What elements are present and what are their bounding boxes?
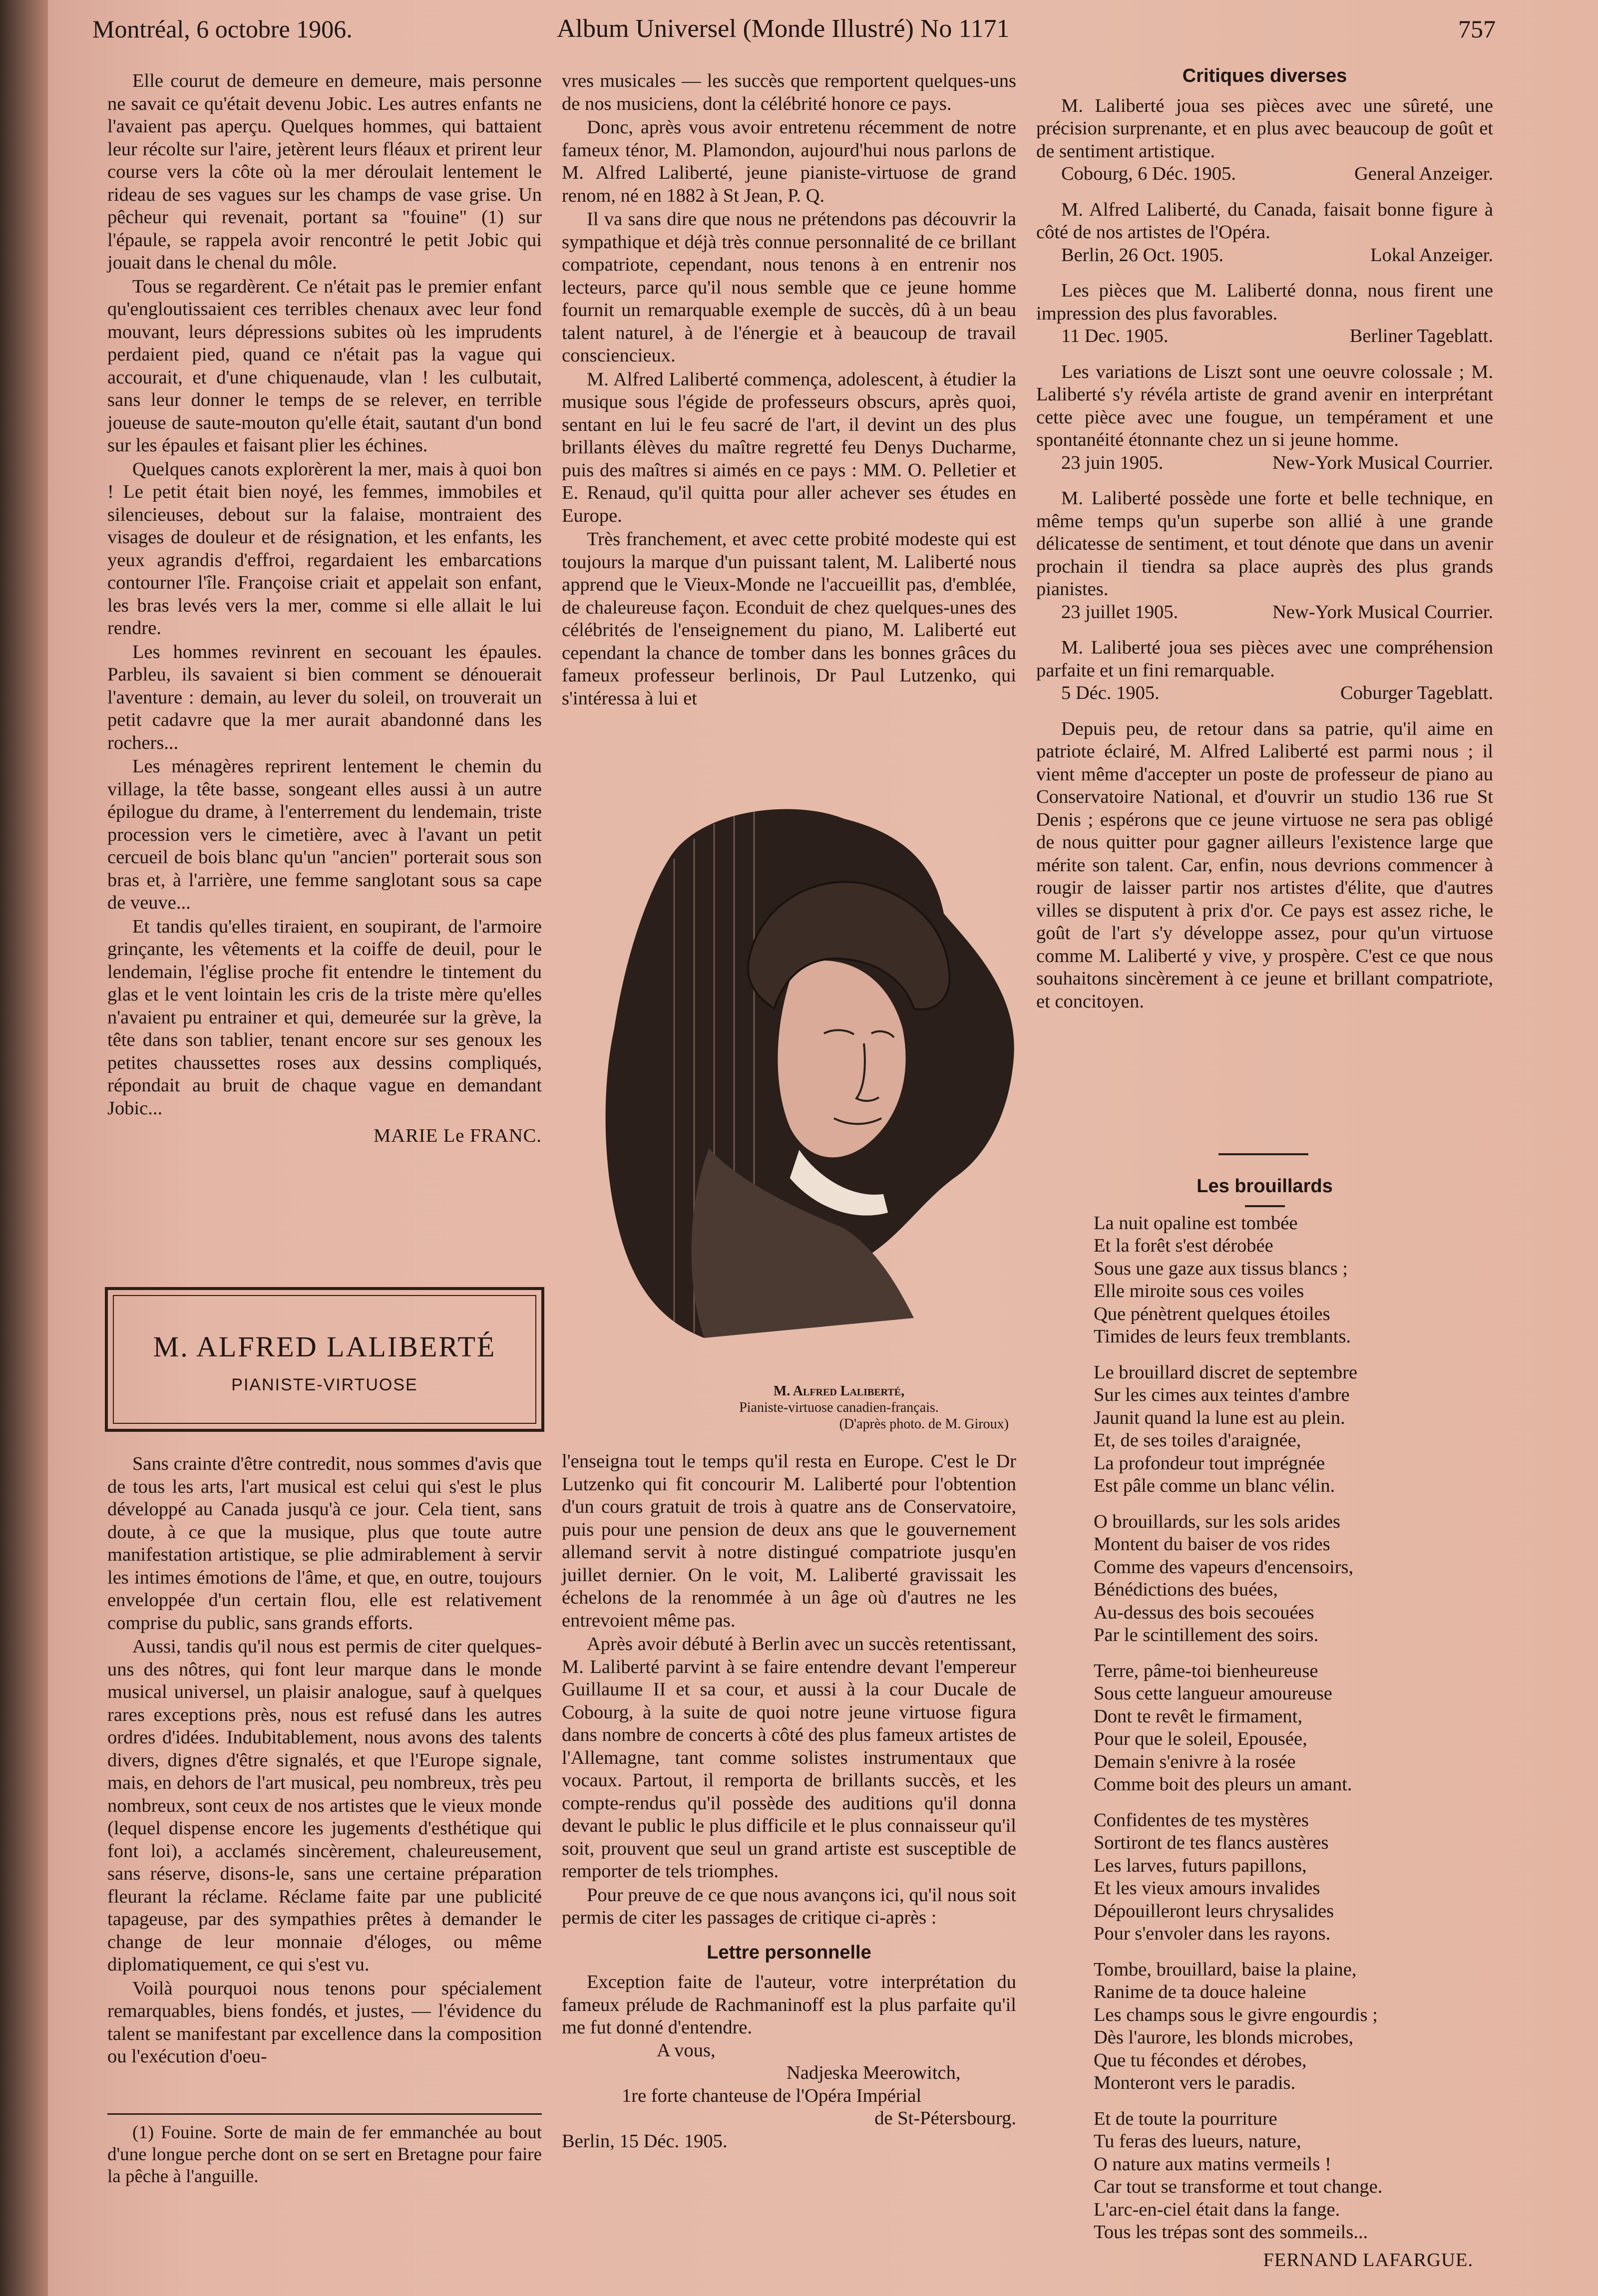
poem-line: Terre, pâme-toi bienheureuse <box>1094 1660 1318 1681</box>
critique-text: Les variations de Liszt sont une oeuvre colossale ; M. Laliberté s'y révéla artiste de grand avenir en interprétant cette pièce avec une fougue, un tempérament et une spontanéité étonnante chez un si jeune homme. <box>1036 361 1493 450</box>
poem-line: Pour s'envoler dans les rayons. <box>1094 1923 1331 1944</box>
poem-line: Et de toute la pourriture <box>1094 2108 1277 2129</box>
poem-line: Comme des vapeurs d'encensoirs, <box>1094 1556 1354 1578</box>
poem-line: L'arc-en-ciel était dans la fange. <box>1094 2199 1340 2220</box>
poem-line: Timides de leurs feux tremblants. <box>1094 1326 1351 1347</box>
critique-source: Lokal Anzeiger. <box>1370 244 1493 266</box>
column-article-continued <box>562 1450 1016 2153</box>
poem-line: Elle miroite sous ces voiles <box>1094 1281 1304 1302</box>
caption-description: Pianiste-virtuose canadien-français. <box>739 1400 939 1415</box>
poem-stanza <box>1094 1959 1493 2095</box>
article-paragraph: Il va sans dire que nous ne prétendons pas découvrir la sympathique et déjà très connue personnalité de ce brillant compatriote, cependant, nous tenons à en entrenir nos lecteurs, parce qu'il nous semble que ce jeune homme fournit un remarquable exemple de succès, dû à un beau talent naturel, à de l'énergie et à beaucoup de travail consciencieux. <box>562 209 1016 366</box>
header-title: Album Universel (Monde Illustré) No 1171 <box>557 14 1010 43</box>
poem-line: Les larves, futurs papillons, <box>1094 1855 1307 1876</box>
book-spine-shadow <box>0 0 48 2296</box>
critique-date: 11 Dec. 1905. <box>1061 326 1169 346</box>
portrait-engraving <box>584 799 1024 1378</box>
poem-line: Comme boit des pleurs un amant. <box>1094 1774 1352 1795</box>
portrait-caption <box>649 1383 1029 1432</box>
critique-date: 5 Déc. 1905. <box>1061 682 1160 703</box>
article-paragraph: Après avoir débuté à Berlin avec un succès retentissant, M. Laliberté parvint à se faire entendre devant l'empereur Guillaume II et sa cour, et aussi à la cour Ducale de Cobourg, à la suite de quoi notre jeune virtuose figura dans nombre de concerts à côté des plus fameux artistes de l'Allemagne, tant comme solistes instrumentaux que vocaux. Partout, il remporta de brillants succès, et les compte-rendus qu'il possède des auditions qu'il donna devant le public le plus difficile et le plus connaisseur qu'il soit, prouvent que seul un grand artiste est susceptible de remporter de tels triomphes. <box>562 1634 1016 1882</box>
poem-line: Tu feras des lueurs, nature, <box>1094 2131 1301 2152</box>
poem-line: Sur les cimes aux teintes d'ambre <box>1094 1384 1350 1405</box>
article-paragraph: Donc, après vous avoir entretenu récemment de notre fameux ténor, M. Plamondon, aujourd'hui nous parlons de M. Alfred Laliberté, jeune pianiste-virtuose de grand renom, né en 1882 à St Jean, P. Q. <box>562 117 1016 206</box>
story-paragraph: Elle courut de demeure en demeure, mais personne ne savait ce qu'était devenu Jobic. Les autres enfants ne l'avaient pas aperçu. Quelques hommes, qui battaient leur récolte sur l'aire, jetèrent leurs fléaux et prirent leur course vers la côte où la mer déroulait lentement le rideau de ses vagues sur les champs de vase grise. Un pêcheur qui revenait, portant sa "fouine" (1) sur l'épaule, se rappela avoir rencontré le petit Jobic qui jouait dans le chenal du môle. <box>107 70 542 273</box>
poem-line: Les champs sous le givre engourdis ; <box>1094 2004 1378 2025</box>
poem-line: Que pénètrent quelques étoiles <box>1094 1303 1330 1324</box>
letter-body: Exception faite de l'auteur, votre interprétation du fameux prélude de Rachmaninoff est la plus parfaite qu'il me fut donné d'entendre. <box>562 1971 1016 2038</box>
story-paragraph: Et tandis qu'elles tiraient, en soupirant, de l'armoire grinçante, les vêtements et la coiffe de deuil, pour le lendemain, l'église proche fit entendre le tintement du glas et le vent lointain les cris de la triste mère qu'elles n'avaient pu entrainer et qui, demeurée sur la grève, la tête dans son tablier, tenant encore sur ses genoux les petites chaussettes roses aux dessins compliqués, répondait au bruit de chaque vague en demandant Jobic... <box>107 916 542 1119</box>
poem-stanza <box>1094 2108 1493 2244</box>
article-paragraph: vres musicales — les succès que remportent quelques-uns de nos musiciens, dont la célébrité honore ce pays. <box>562 70 1016 114</box>
article-paragraph: Sans crainte d'être contredit, nous sommes d'avis que de tous les arts, l'art musical est celui qui s'est le plus développé au Canada jusqu'à ce jour. Cela tient, sans doute, à ce que la musique, plus que toute autre manifestation artistique, se plie admirablement à servir les intimes émotions de l'âme, et que, en outre, toujours enveloppée d'un certain flou, elle est relativement comprise du public, sans grands efforts. <box>107 1453 542 1634</box>
article-paragraph: Aussi, tandis qu'il nous est permis de citer quelques-uns des nôtres, qui font leur marque dans le monde musical universel, un plaisir analogue, sauf à quelques rares exceptions près, nous est refusé dans les autres ordres d'idées. Indubitablement, nous avons des talents divers, dignes d'être signalés, et que l'Europe signale, mais, en dehors de l'art musical, peu nombreux, très peu nombreux, sont ceux de nos artistes que le vieux monde (lequel dispense encore les jugements d'esthétique qui font loi), a acclamés sincèrement, chaleureusement, sans réserve, disons-le, sans une certaine préparation fleurant la réclame. Réclame faite par une publicité tapageuse, par des sympathies prêtes à demander le change de leur monnaie d'éloges, ou même diplomatiquement, ce qui s'est vu. <box>107 1636 542 1975</box>
critique-source-line <box>1036 163 1493 186</box>
critique-text: M. Alfred Laliberté, du Canada, faisait bonne figure à côté de nos artistes de l'Opéra. <box>1036 199 1493 243</box>
article-paragraph: Pour preuve de ce que nous avançons ici, qu'il nous soit permis de citer les passages de critique ci-après : <box>562 1884 1016 1928</box>
poem-stanza <box>1094 1660 1493 1796</box>
poem-line: Et les vieux amours invalides <box>1094 1878 1320 1899</box>
poem-body <box>1036 1212 1493 2244</box>
poem-line: O brouillards, sur les sols arides <box>1094 1511 1341 1532</box>
poem-line: Et, de ses toiles d'araignée, <box>1094 1430 1301 1451</box>
article-subtitle: PIANISTE-VIRTUOSE <box>231 1375 418 1394</box>
poem-line: Monteront vers le paradis. <box>1094 2072 1296 2093</box>
poem-stanza <box>1094 1511 1493 1647</box>
critique-text: M. Laliberté possède une forte et belle technique, en même temps qu'un superbe son allié à une grande délicatesse de sentiment, et tout dénote que dans un avenir prochain il tiendra sa place auprès des plus grands pianistes. <box>1036 488 1493 600</box>
poem-line: Dépouilleront leurs chrysalides <box>1094 1900 1334 1922</box>
poem-line: Tous les trépas sont des sommeils... <box>1094 2222 1368 2243</box>
critique-date: Cobourg, 6 Déc. 1905. <box>1061 163 1236 184</box>
article-title-box <box>105 1287 544 1432</box>
critique-source: Coburger Tageblatt. <box>1340 682 1493 703</box>
critique-text: M. Laliberté joua ses pièces avec une sûreté, une précision surprenante, et en plus avec beaucoup de goût et de sentiment artistique. <box>1036 95 1493 162</box>
poem-line: Bénédictions des buées, <box>1094 1579 1278 1600</box>
poem-line: La nuit opaline est tombée <box>1094 1212 1298 1234</box>
header-date: Montréal, 6 octobre 1906. <box>92 15 353 43</box>
column-story <box>107 70 542 1148</box>
poem-line: Dès l'aurore, les blonds microbes, <box>1094 2027 1354 2048</box>
article-paragraph: M. Alfred Laliberté commença, adolescent, à étudier la musique sous l'égide de professeurs obscurs, après quoi, sentant en lui le feu sacré de l'art, il devint un des plus brillants élèves du maître regretté feu Denys Ducharme, puis des maîtres si aimés en ce pays : MM. O. Pelletier et E. Renaud, qu'il quitta pour aller achever ses études en Europe. <box>562 368 1016 526</box>
critique-source-line <box>1036 601 1493 624</box>
critique-date: 23 juillet 1905. <box>1061 601 1179 623</box>
article-paragraph: Voilà pourquoi nous tenons pour spécialement remarquables, biens fondés, et justes, — l'évidence du talent se manifestant par excellence dans la composition ou l'exécution d'oeu- <box>107 1977 542 2067</box>
critique-source-line <box>1036 452 1493 475</box>
story-paragraph: Tous se regardèrent. Ce n'était pas le premier enfant qu'engloutissaient ces terribles chenaux avec leur fond mouvant, leurs dépressions subites où les imprudents perdaient pied, quand ce n'était pas la vague qui accourait, et d'une chiquenaude, vlan ! les culbutait, sans leur donner le temps de se relever, en terrible joueuse de saute-mouton qu'elle était, sautant d'un bond sur les épaules et faisant plier les échines. <box>107 276 542 456</box>
poem-line: Par le scintillement des soirs. <box>1094 1625 1319 1645</box>
letter-signatory: Nadjeska Meerowitch, <box>787 2062 961 2083</box>
critique-date: 23 juin 1905. <box>1061 452 1164 473</box>
critique-text: Les pièces que M. Laliberté donna, nous firent une impression des plus favorables. <box>1036 280 1493 324</box>
story-signature: MARIE Le FRANC. <box>374 1125 542 1146</box>
poem-line: Au-dessus des bois secouées <box>1094 1602 1314 1623</box>
article-paragraph: l'enseigna tout le temps qu'il resta en Europe. C'est le Dr Lutzenko qui fit concourir M. Laliberté pour l'obtention d'un cours gratuit de trois à quatre ans de Conservatoire, puis pour une pension de deux ans que le gouvernement allemand servit à notre distingué compatriote jusqu'en juillet dernier. On le voit, M. Laliberté gravissait les échelons de la renommée à un âge où d'autres ne les entrevoient même pas. <box>562 1451 1016 1631</box>
poem-line: Montent du baiser de vos rides <box>1094 1534 1330 1555</box>
poem-line: Sous cette langueur amoureuse <box>1094 1683 1332 1704</box>
letter-date: Berlin, 15 Déc. 1905. <box>562 2130 728 2152</box>
poem-line: Confidentes de tes mystères <box>1094 1809 1309 1831</box>
critique-text: M. Laliberté joua ses pièces avec une compréhension parfaite et un fini remarquable. <box>1036 637 1493 681</box>
poem-line: Tombe, brouillard, baise la plaine, <box>1094 1959 1357 1980</box>
poem-line: Sous une gaze aux tissus blancs ; <box>1094 1258 1348 1279</box>
poem-line: La profondeur tout imprégnée <box>1094 1452 1325 1474</box>
poem-line: Que tu fécondes et dérobes, <box>1094 2049 1307 2071</box>
poem-line: Et la forêt s'est dérobée <box>1094 1235 1273 1256</box>
poem-line: Dont te revêt le firmament, <box>1094 1705 1302 1727</box>
poem-stanza <box>1094 1212 1493 1348</box>
article-title: M. ALFRED LALIBERTÉ <box>153 1330 496 1363</box>
critique-source-line <box>1036 325 1493 348</box>
poem-author: FERNAND LAFARGUE. <box>1263 2249 1473 2271</box>
poem-line: Car tout se transforme et tout change. <box>1094 2176 1383 2197</box>
poem-stanza <box>1094 1361 1493 1498</box>
poem-line: Le brouillard discret de septembre <box>1094 1361 1358 1383</box>
article-paragraph: Très franchement, et avec cette probité modeste qui est toujours la marque d'un puissant talent, M. Laliberté nous apprend que le Vieux-Monde ne l'accueillit pas, d'emblée, de chaleureuse façon. Econduit de chez quelques-unes des célébrités de l'enseignement du piano, M. Laliberté eut cependant la chance de tomber dans les bonnes grâces du fameux professeur berlinois, Dr Paul Lutzenko, qui s'intéressa à lui et <box>562 529 1016 709</box>
letter-heading: Lettre personnelle <box>707 1942 871 1963</box>
poem-line: O nature aux matins vermeils ! <box>1094 2153 1331 2175</box>
story-paragraph: Les ménagères reprirent lentement le chemin du village, la tête basse, songeant elles aussi à un autre épilogue du drame, à l'enterrement du lendemain, triste procession vers le cimetière, avec à l'avant un petit cercueil de bois blanc qu'un "ancien" porterait sous son bras et, à l'arrière, une femme sanglotant sous sa cape de veuve... <box>107 756 542 913</box>
poem-stanza <box>1094 1809 1493 1946</box>
critique-source: Berliner Tageblatt. <box>1349 326 1493 346</box>
footnote-text: (1) Fouine. Sorte de main de fer emmanchée au bout d'une longue perche dont on se sert en Bretagne pour faire la pêche à l'anguille. <box>107 2122 542 2187</box>
caption-credit: (D'après photo. de M. Giroux) <box>839 1416 1009 1432</box>
footnote <box>107 2122 542 2188</box>
critiques-heading: Critiques diverses <box>1182 65 1347 86</box>
footnote-rule <box>107 2113 542 2115</box>
poem-line: Jaunit quand la lune est au plein. <box>1094 1407 1345 1428</box>
critique-source-line <box>1036 682 1493 705</box>
header-page-number: 757 <box>1458 15 1496 43</box>
poem-line: Ranime de ta douce haleine <box>1094 1981 1306 2002</box>
critique-source: New-York Musical Courrier. <box>1272 452 1493 473</box>
poem-line: Demain s'enivre à la rosée <box>1094 1751 1296 1772</box>
letter-closing: A vous, <box>657 2039 716 2061</box>
story-paragraph: Quelques canots explorèrent la mer, mais à quoi bon ! Le petit était bien noyé, les femmes, immobiles et silencieuses, debout sur la falaise, montraient des visages de douleur et de résignation, et les enfants, les yeux agrandis d'effroi, regardaient les embarcations contourner l'île. Françoise criait et appelait son enfant, les bras levés vers la mer, comme si elle allait le lui rendre. <box>107 458 542 639</box>
column-poem <box>1036 1168 1493 2272</box>
critique-source: New-York Musical Courrier. <box>1272 601 1493 623</box>
poem-title-rule <box>1245 1205 1285 1207</box>
critique-source: General Anzeiger. <box>1354 163 1493 184</box>
letter-signatory-title: 1re forte chanteuse de l'Opéra Impérial <box>622 2085 922 2106</box>
closing-paragraph: Depuis peu, de retour dans sa patrie, qu'il aime en patriote éclairé, M. Alfred Laliberté est parmi nous ; il vient même d'accepter un poste de professeur de piano au Conservatoire National, et d'ouvrir un studio 136 rue St Denis ; espérons que ce jeune virtuose ne sera pas obligé de nous quitter pour gagner ailleurs l'existence large que mérite son talent. Car, enfin, nous devrions commencer à rougir de laisser partir nos artistes d'élite, que d'autres villes se disputent à prix d'or. Ce pays est assez riche, le goût de l'art s'y développe assez, pour qu'un virtuose comme M. Laliberté y vive, y prospère. C'est ce que nous souhaitons sincèrement à ce jeune et brillant compatriote, et concitoyen. <box>1036 718 1493 1012</box>
critique-date: Berlin, 26 Oct. 1905. <box>1061 244 1224 266</box>
letter-signatory-place: de St-Pétersbourg. <box>874 2108 1016 2129</box>
column-critiques <box>1036 65 1493 1013</box>
story-paragraph: Les hommes revinrent en secouant les épaules. Parbleu, ils savaient si bien comment se dénouerait l'aventure : demain, au lever du soleil, on trouverait un petit cadavre que la mer aurait abandonné dans les rochers... <box>107 641 542 753</box>
caption-name: M. Alfred Laliberté, <box>773 1383 905 1399</box>
column-article-start <box>107 1453 542 2068</box>
poem-line: Est pâle comme un blanc vélin. <box>1094 1475 1335 1496</box>
poem-line: Pour que le soleil, Epousée, <box>1094 1728 1307 1749</box>
critique-source-line <box>1036 244 1493 267</box>
poem-title: Les brouillards <box>1197 1176 1333 1197</box>
section-divider <box>1218 1153 1308 1155</box>
column-article-middle <box>562 70 1016 710</box>
poem-line: Sortiront de tes flancs austères <box>1094 1832 1329 1853</box>
